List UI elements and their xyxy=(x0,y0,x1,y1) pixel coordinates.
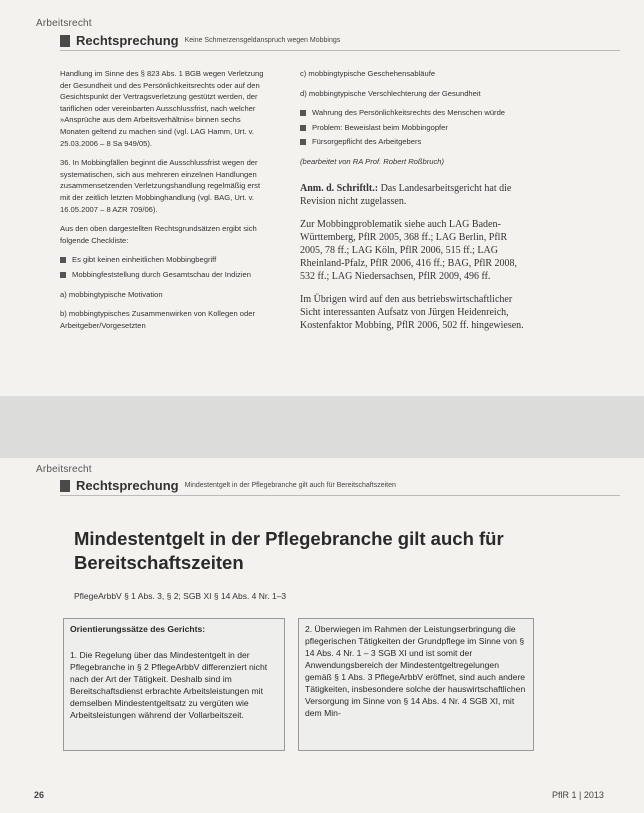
editor-note-text: Das Landesarbeitsgericht hat die Revision nicht zugelassen. xyxy=(300,182,512,207)
rubric-subtitle-2: Mindestentgelt in der Pflegebranche gilt auch für Bereitschaftszeiten xyxy=(184,482,396,489)
rubric-header xyxy=(60,33,340,48)
editor-note-label: Anm. d. Schriftlt.: xyxy=(300,182,379,194)
norms-line: PflegeArbbV § 1 Abs. 3, § 2; SGB XI § 14 Abs. 4 Nr. 1–3 xyxy=(74,591,287,601)
checklist-right xyxy=(300,107,528,148)
page-number: 26 xyxy=(34,790,45,800)
checklist-a: a) mobbingtypische Motivation xyxy=(60,289,163,299)
guiding-principles-heading: Orientierungssätze des Gerichts: xyxy=(70,624,206,634)
checklist-item: Wahrung des Persönlichkeitsrechts des Menschen würde xyxy=(300,107,528,119)
section-label: Arbeitsrecht xyxy=(36,18,92,29)
checklist-b: b) mobbingtypisches Zusammenwirken von Kollegen oder Arbeitgeber/Vorgesetzten xyxy=(60,309,256,330)
left-paragraph-1: Handlung im Sinne des § 823 Abs. 1 BGB wegen Verletzung der Gesundheit und des Persönlichkeitsrechts oder auf den Gesichtspunkt der Vertragsverletzung gestützt werden, der tariflichen oder vereinbarten Ausschlussfrist, nach welcher »Ansprüche aus dem Arbeitsverhältnis« binnen sechs Monaten geltend zu machen sind (vgl. LAG Hamm, Urt. v. 25.03.2006 – 8 Sa 949/05). xyxy=(60,69,264,148)
author-byline: (bearbeitet von RA Prof. Robert Roßbruch) xyxy=(300,156,445,166)
journal-issue: PflR 1 | 2013 xyxy=(552,790,604,800)
checklist-c: c) mobbingtypische Geschehensabläufe xyxy=(300,69,436,78)
rubric-title: Rechtsprechung xyxy=(76,33,179,48)
article-title xyxy=(74,527,594,575)
rubric-title-2: Rechtsprechung xyxy=(76,478,179,493)
rubric-marker-icon xyxy=(60,35,70,47)
right-column xyxy=(300,68,528,342)
guiding-principle-1: 1. Die Regelung über das Mindestentgelt in der Pflegebranche in § 2 PflegeArbbV differenziert nicht nach der Art der Tätigkeit. Deshalb sind im Bereitschaftsdienst erbrachte Arbeitsleistungen mit demselben Mindestentgeltsatz zu vergüten wie Arbeitsleistungen während der Vollarbeitszeit. xyxy=(70,650,268,720)
checklist-item: Problem: Beweislast beim Mobbingopfer xyxy=(300,122,528,134)
rubric-subtitle: Keine Schmerzensgeldanspruch wegen Mobbings xyxy=(184,37,341,44)
checklist-d: d) mobbingtypische Verschlechterung der Gesundheit xyxy=(300,88,481,98)
left-paragraph-3: Aus den oben dargestellten Rechtsgrundsätzen ergibt sich folgende Checkliste: xyxy=(60,224,257,245)
section-label-2: Arbeitsrecht xyxy=(36,464,92,475)
guiding-principles-right xyxy=(298,618,534,751)
section-divider-band xyxy=(0,396,644,458)
rubric-marker-icon xyxy=(60,480,70,492)
article-title-line-2: Bereitschaftszeiten xyxy=(74,552,244,573)
checklist-item: Mobbingfeststellung durch Gesamtschau der Indizien xyxy=(60,269,272,281)
guiding-principle-2: 2. Überwiegen im Rahmen der Leistungserbringung die pflegerischen Tätigkeiten der Grundpflege im Sinne von § 14 Abs. 4 Nr. 1 – 3 SGB XI und ist somit der Anwendungsbereich der Mindestentgeltregelungen gemäß § 1 Abs. 3 PflegeArbbV eröffnet, sind auch andere Tätigkeiten, insbesondere solche der hauswirtschaftlichen Versorgung im Sinne von § 14 Abs. 4 Nr. 4 SGB XI, mit dem Min- xyxy=(305,624,526,718)
editor-note xyxy=(300,182,528,208)
checklist xyxy=(60,254,272,280)
mobbing-references: Zur Mobbingproblematik siehe auch LAG Baden-Württemberg, PflR 2005, 368 ff.; LAG Berlin, PflR 2005, 78 ff.; LAG Köln, PflR 2006, 515 ff.; LAG Rheinland-Pfalz, PflR 2006, 416 ff.; BAG, PflR 2008, 532 ff.; LAG Niedersachsen, PflR 2009, 496 ff. xyxy=(300,218,518,282)
checklist-item: Fürsorgepflicht des Arbeitgebers xyxy=(300,136,528,148)
article-title-line-1: Mindestentgelt in der Pflegebranche gilt auch für xyxy=(74,528,504,549)
header-rule-2 xyxy=(60,495,620,496)
header-rule xyxy=(60,50,620,51)
left-column xyxy=(60,68,272,339)
rubric-header-2 xyxy=(60,478,396,493)
checklist-item: Es gibt keinen einheitlichen Mobbingbegriff xyxy=(60,254,272,266)
further-reading: Im Übrigen wird auf den aus betriebswirtschaftlicher Sicht interessanten Aufsatz von Jürgen Heidenreich, Kostenfaktor Mobbing, PflR 2006, 502 ff. hingewiesen. xyxy=(300,293,524,331)
guiding-principles-left xyxy=(63,618,285,751)
left-paragraph-2: 36. In Mobbingfällen beginnt die Ausschlussfrist wegen der systematischen, sich aus mehreren einzelnen Handlungen zusammensetzenden Verletzungshandlung regelmäßig erst mit der zeitlich letzten Mobbinghandlung (vgl. BAG, Urt. v. 16.05.2007 – 8 AZR 709/06). xyxy=(60,158,261,214)
